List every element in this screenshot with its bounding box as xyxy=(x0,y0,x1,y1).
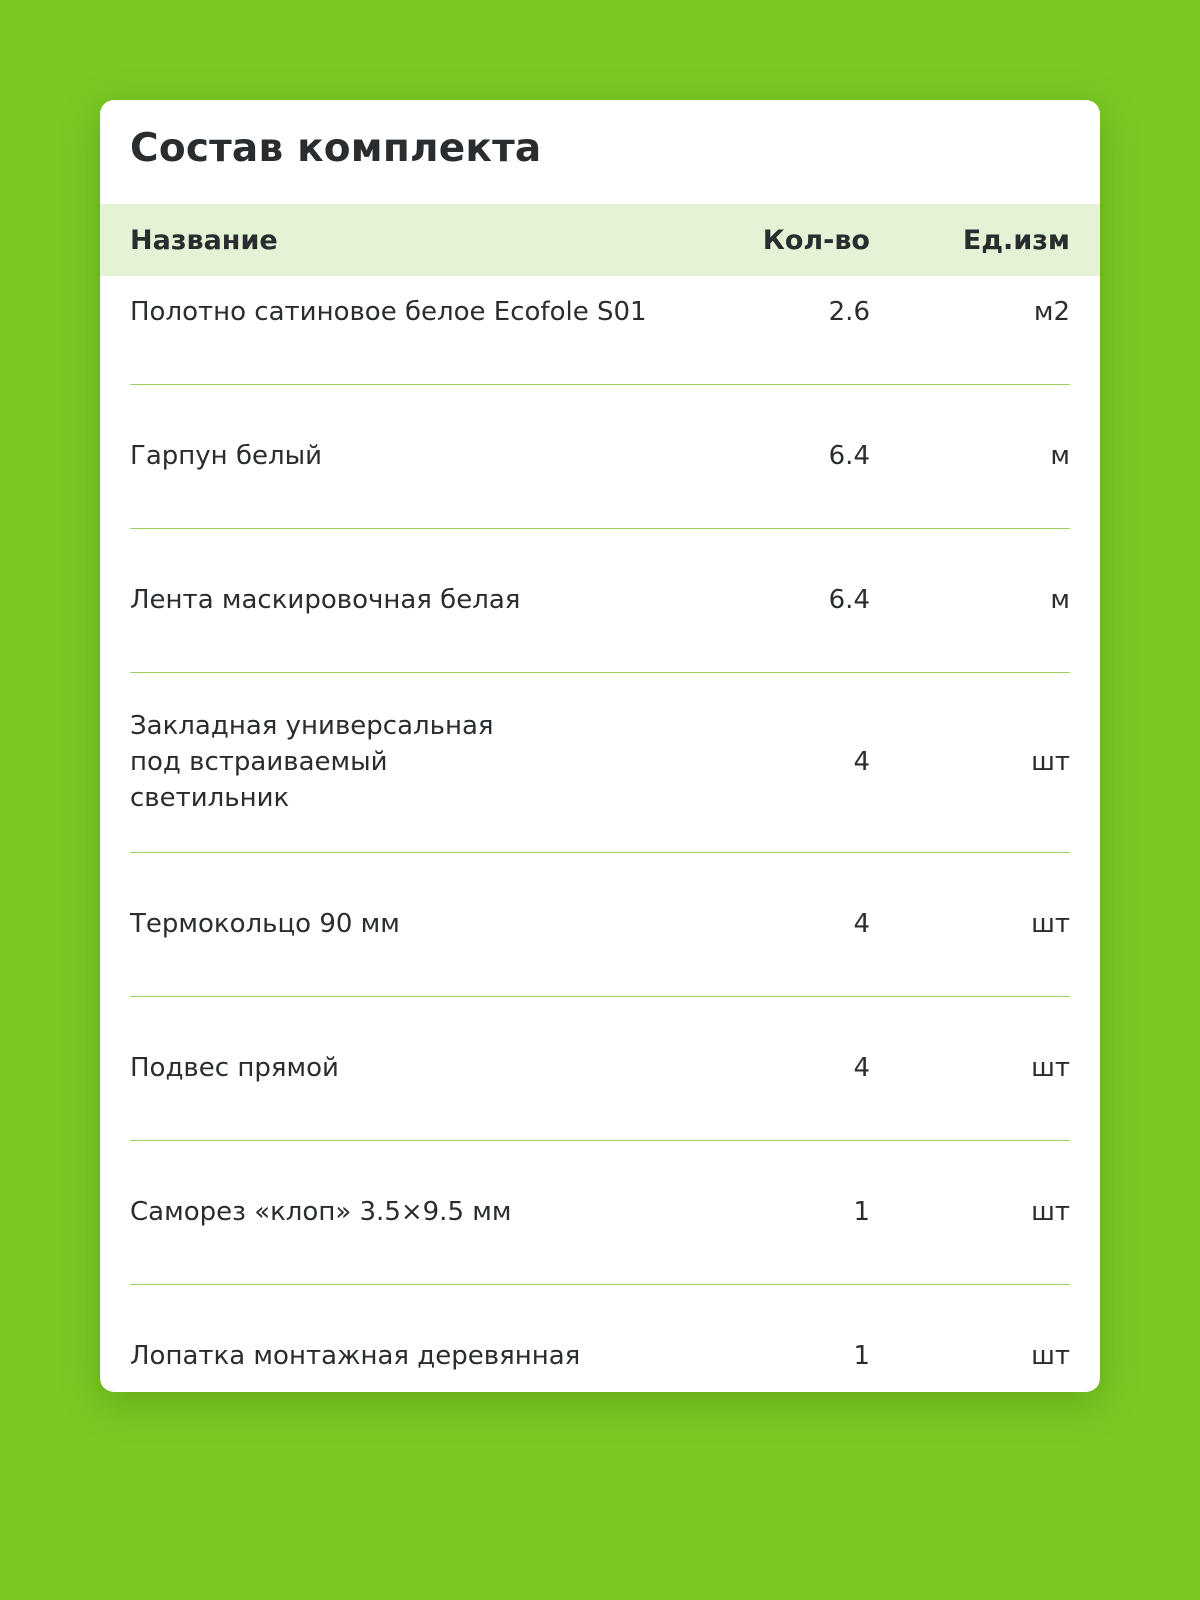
table-row xyxy=(100,708,1100,816)
table-row xyxy=(100,888,1100,960)
row-unit: м xyxy=(1050,585,1070,615)
row-name: Лопатка монтажная деревянная xyxy=(130,1341,581,1371)
row-divider xyxy=(100,1248,1100,1320)
row-unit: шт xyxy=(1031,747,1070,777)
row-divider xyxy=(100,492,1100,564)
kit-contents-card xyxy=(100,100,1100,1392)
row-unit: шт xyxy=(1031,1053,1070,1083)
row-qty: 1 xyxy=(853,1341,870,1371)
table-body xyxy=(100,276,1100,1392)
row-name: Саморез «клоп» 3.5×9.5 мм xyxy=(130,1197,512,1227)
row-divider xyxy=(100,816,1100,888)
table-row xyxy=(100,1032,1100,1104)
row-divider xyxy=(100,348,1100,420)
table-row xyxy=(100,1320,1100,1392)
header-qty: Кол-во xyxy=(762,224,870,256)
table-row xyxy=(100,276,1100,348)
row-qty: 4 xyxy=(853,909,870,939)
kit-table xyxy=(100,204,1100,1392)
table-row xyxy=(100,1176,1100,1248)
row-unit: м2 xyxy=(1033,297,1070,327)
row-name: Лента маскировочная белая xyxy=(130,585,521,615)
row-qty: 4 xyxy=(853,747,870,777)
row-name: Термокольцо 90 мм xyxy=(130,909,400,939)
row-qty: 1 xyxy=(853,1197,870,1227)
row-unit: шт xyxy=(1031,909,1070,939)
row-divider xyxy=(100,960,1100,1032)
row-name: Подвес прямой xyxy=(130,1053,339,1083)
row-divider xyxy=(100,1104,1100,1176)
row-unit: м xyxy=(1050,441,1070,471)
header-unit: Ед.изм xyxy=(962,224,1070,256)
row-unit: шт xyxy=(1031,1341,1070,1371)
row-name: Закладная универсальная под встраиваемый светильник xyxy=(130,711,494,813)
table-row xyxy=(100,564,1100,636)
row-qty: 2.6 xyxy=(828,297,870,327)
row-divider xyxy=(100,636,1100,708)
row-name: Гарпун белый xyxy=(130,441,323,471)
table-header xyxy=(100,204,1100,276)
row-qty: 6.4 xyxy=(828,441,870,471)
row-unit: шт xyxy=(1031,1197,1070,1227)
row-qty: 6.4 xyxy=(828,585,870,615)
row-qty: 4 xyxy=(853,1053,870,1083)
header-name: Название xyxy=(130,224,278,256)
card-title: Состав комплекта xyxy=(130,126,542,171)
row-name: Полотно сатиновое белое Ecofole S01 xyxy=(130,297,647,327)
table-row xyxy=(100,420,1100,492)
header-row xyxy=(100,204,1100,276)
